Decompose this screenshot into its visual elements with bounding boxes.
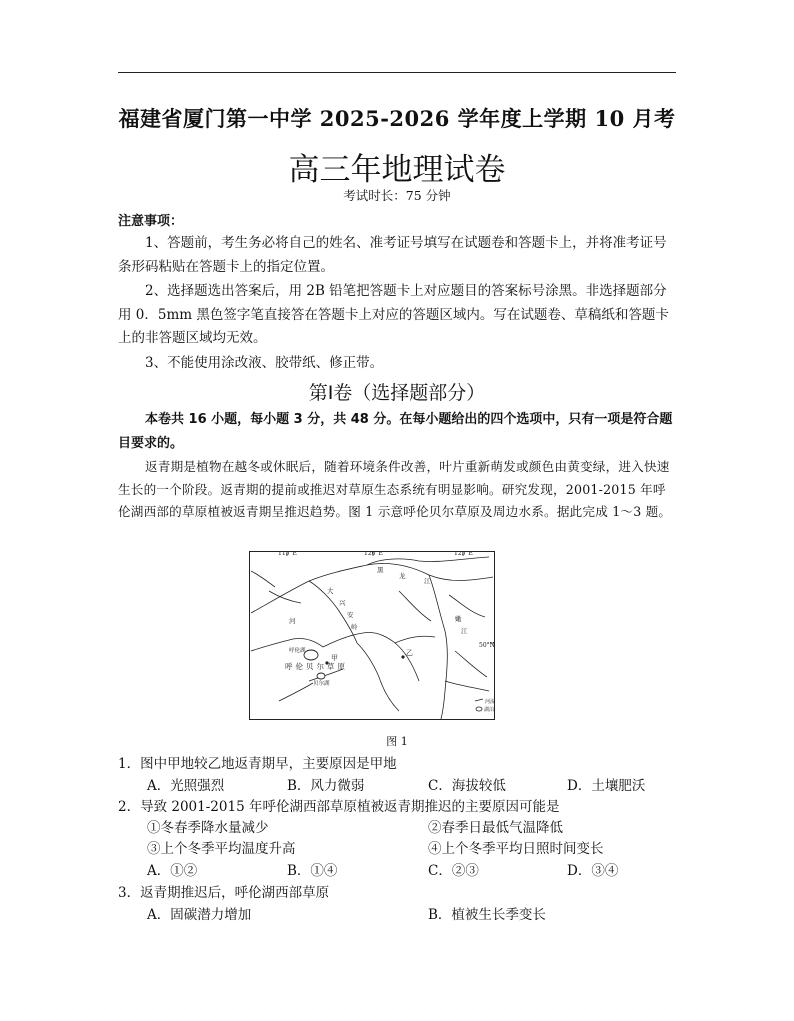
q2-statement-3: ③上个冬季平均温度升高 [147,841,296,857]
reading-passage: 返青期是植物在越冬或休眠后，随着环境条件改善，叶片重新萌发或颜色由黄变绿，进入快速生长的一个阶段。返青期的提前或推迟对草原生态系统有明显影响。研究发现，2001-2015 年呼伦湖西部的草原植被返青期呈推迟趋势。图 1 示意呼伦贝尔草原及周边水系。据此完成 1～3 题。 [118,459,672,519]
q1-option-d: D．土壤肥沃 [567,778,646,794]
q3-option-b: B．植被生长季变长 [428,907,546,923]
q2-option-a: A．①② [147,863,198,879]
region-char-8: 嫩 [455,615,462,623]
lon-label-120: 120°E [364,551,383,557]
region-char-4: 大 [327,587,334,595]
notice-item-3: 3、不能使用涂改液、胶带纸、修正带。 [145,355,384,371]
region-char-9: 江 [461,627,468,635]
lat-label-50: 50°N [479,642,495,649]
section-title: 第Ⅰ卷（选择题部分） [308,382,486,404]
q1-option-c: C．海拔较低 [428,778,506,794]
exam-title: 高三年地理试卷 [288,152,506,188]
label-hulun-lake: 呼伦湖 [289,648,306,654]
q1-option-b: B．风力微弱 [287,778,365,794]
figure-caption: 图 1 [386,735,408,748]
legend-lake: 湖泊 [484,707,495,713]
region-char-5: 兴 [339,599,346,607]
school-title: 福建省厦门第一中学 2025-2026 学年度上学期 10 月考 [118,106,676,131]
question-3-stem: 3．返青期推迟后，呼伦湖西部草原 [118,885,330,901]
q2-statement-2: ②春季日最低气温降低 [428,820,563,836]
top-rule [118,72,676,73]
exam-duration: 考试时长：75 分钟 [343,188,451,203]
label-buir-lake: 贝尔湖 [313,681,330,687]
notice-heading: 注意事项： [118,214,184,229]
q2-statement-1: ①冬春季降水量减少 [147,820,269,836]
region-char-6: 安 [347,611,354,619]
region-char-3: 江 [424,577,431,585]
region-char-10: 河 [289,617,296,625]
q2-statement-4: ④上个冬季平均日照时间变长 [428,841,604,857]
lon-label-125: 125°E [454,551,473,557]
q1-option-a: A．光照强烈 [147,778,225,794]
region-char-7: 岭 [351,623,358,631]
hulunbuir-map [249,551,495,720]
label-jia: 甲 [331,654,338,662]
notice-item-1: 1、答题前，考生务必将自己的姓名、准考证号填写在试题卷和答题卡上，并将准考证号条形码粘贴在答题卡上的指定位置。 [118,235,667,275]
q2-option-d: D．③④ [567,863,619,879]
notice-item-2: 2、选择题选出答案后，用 2B 铅笔把答题卡上对应题目的答案标号涂黑。非选择题部分用 0．5mm 黑色签字笔直接答在答题卡上对应的答题区域内。写在试题卷、草稿纸和答题卡上的非答题区域均无效。 [118,283,669,347]
legend-river: 河流 [485,699,495,705]
q2-option-c: C．②③ [428,863,479,879]
q3-option-a: A．固碳潜力增加 [147,907,252,923]
label-yi: 乙 [406,649,413,657]
label-hulunbuir-grassland: 呼伦贝尔草原 [285,662,348,671]
region-char-2: 龙 [399,572,406,580]
region-char-1: 黑 [377,566,384,574]
lon-label-115: 115°E [278,551,297,557]
q2-option-b: B．①④ [287,863,338,879]
section-intro: 本卷共 16 小题，每小题 3 分，共 48 分。在每小题给出的四个选项中，只有一项是符合题目要求的。 [118,412,673,451]
question-2-stem: 2．导致 2001-2015 年呼伦湖西部草原植被返青期推迟的主要原因可能是 [118,799,560,815]
question-1-stem: 1．图中甲地较乙地返青期早，主要原因是甲地 [118,756,397,772]
